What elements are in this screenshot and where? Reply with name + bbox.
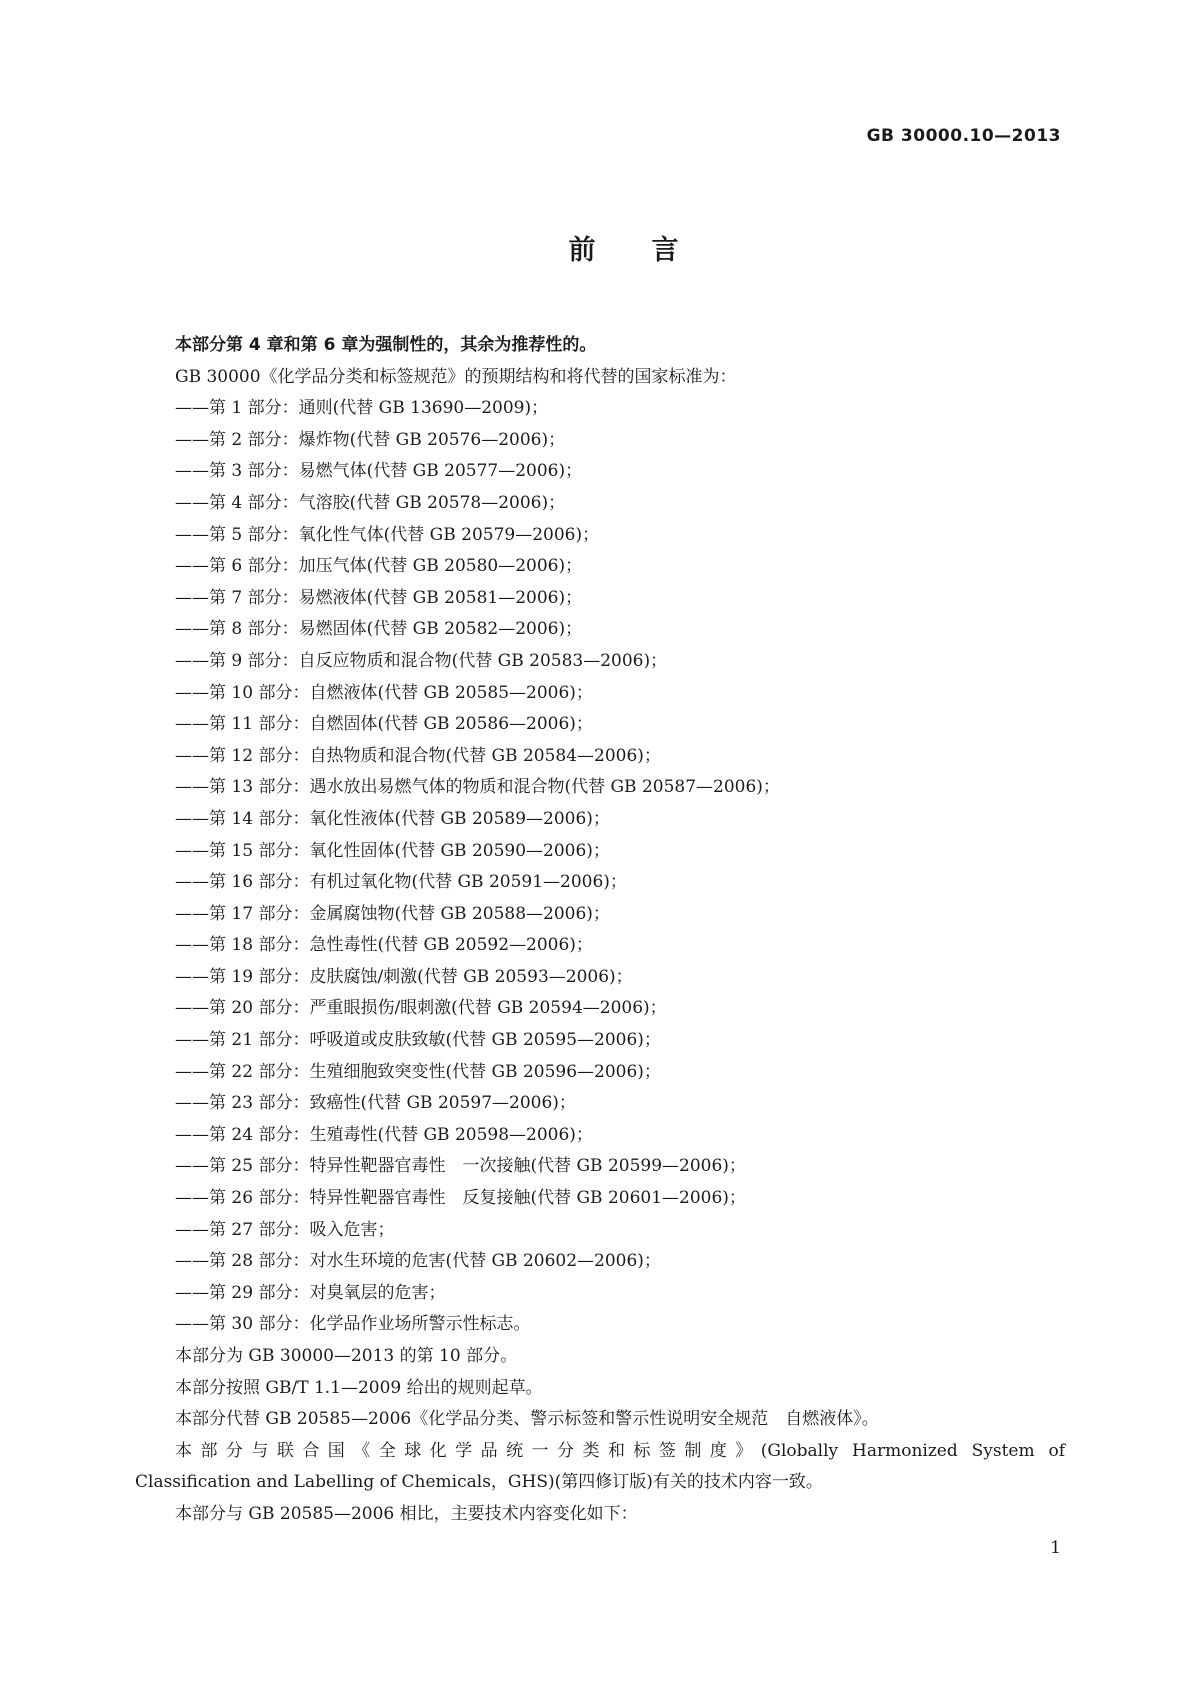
list-item: ——第 18 部分：急性毒性(代替 GB 20592—2006)； <box>175 935 593 956</box>
list-item: ——第 16 部分：有机过氧化物(代替 GB 20591—2006)； <box>175 872 627 893</box>
paragraph-drafting-rules: 本部分按照 GB/T 1.1—2009 给出的规则起草。 <box>175 1377 543 1398</box>
list-item: ——第 26 部分：特异性靶器官毒性 反复接触(代替 GB 20601—2006)； <box>175 1188 746 1209</box>
list-item: ——第 27 部分：吸入危害； <box>175 1219 395 1240</box>
list-item: ——第 20 部分：严重眼损伤/眼刺激(代替 GB 20594—2006)； <box>175 998 667 1019</box>
list-item: ——第 6 部分：加压气体(代替 GB 20580—2006)； <box>175 556 583 577</box>
list-item: ——第 1 部分：通则(代替 GB 13690—2009)； <box>175 398 549 419</box>
page-title: 前言 <box>568 235 735 266</box>
list-item: ——第 28 部分：对水生环境的危害(代替 GB 20602—2006)； <box>175 1251 661 1272</box>
list-item: ——第 7 部分：易燃液体(代替 GB 20581—2006)； <box>175 587 583 608</box>
paragraph-replaces: 本部分代替 GB 20585—2006《化学品分类、警示标签和警示性说明安全规范 自燃液体》。 <box>175 1409 879 1430</box>
document-body <box>135 330 1065 1531</box>
list-item: ——第 19 部分：皮肤腐蚀/刺激(代替 GB 20593—2006)； <box>175 966 633 987</box>
list-item: ——第 13 部分：遇水放出易燃气体的物质和混合物(代替 GB 20587—2006)； <box>175 777 780 798</box>
list-item: ——第 2 部分：爆炸物(代替 GB 20576—2006)； <box>175 429 566 450</box>
list-item: ——第 9 部分：自反应物质和混合物(代替 GB 20583—2006)； <box>175 650 668 671</box>
list-item: ——第 29 部分：对臭氧层的危害； <box>175 1282 446 1303</box>
list-item: ——第 17 部分：金属腐蚀物(代替 GB 20588—2006)； <box>175 903 610 924</box>
intro-bold-paragraph: 本部分第 4 章和第 6 章为强制性的，其余为推荐性的。 <box>175 335 597 355</box>
list-item: ——第 30 部分：化学品作业场所警示性标志。 <box>175 1314 531 1335</box>
paragraph-ghs-line-1: 本部分与联合国《全球化学品统一分类和标签制度》(Globally Harmonized System of <box>175 1440 1065 1461</box>
paragraph-ghs-line-2: Classification and Labelling of Chemicals，GHS)(第四修订版)有关的技术内容一致。 <box>135 1472 823 1493</box>
standard-code: GB 30000.10—2013 <box>866 126 1061 146</box>
list-item: ——第 24 部分：生殖毒性(代替 GB 20598—2006)； <box>175 1124 593 1145</box>
list-item: ——第 25 部分：特异性靶器官毒性 一次接触(代替 GB 20599—2006)； <box>175 1156 746 1177</box>
list-item: ——第 3 部分：易燃气体(代替 GB 20577—2006)； <box>175 461 583 482</box>
list-item: ——第 23 部分：致癌性(代替 GB 20597—2006)； <box>175 1093 576 1114</box>
list-item: ——第 22 部分：生殖细胞致突变性(代替 GB 20596—2006)； <box>175 1061 661 1082</box>
list-item: ——第 5 部分：氧化性气体(代替 GB 20579—2006)； <box>175 524 600 545</box>
list-item: ——第 21 部分：呼吸道或皮肤致敏(代替 GB 20595—2006)； <box>175 1030 661 1051</box>
paragraph-part-number: 本部分为 GB 30000—2013 的第 10 部分。 <box>175 1346 518 1366</box>
intro-paragraph: GB 30000《化学品分类和标签规范》的预期结构和将代替的国家标准为： <box>175 366 737 387</box>
list-item: ——第 12 部分：自热物质和混合物(代替 GB 20584—2006)； <box>175 745 661 766</box>
list-item: ——第 4 部分：气溶胶(代替 GB 20578—2006)； <box>175 492 566 513</box>
list-item: ——第 15 部分：氧化性固体(代替 GB 20590—2006)； <box>175 840 610 861</box>
list-item: ——第 8 部分：易燃固体(代替 GB 20582—2006)； <box>175 619 583 640</box>
paragraph-changes: 本部分与 GB 20585—2006 相比，主要技术内容变化如下： <box>175 1503 638 1524</box>
list-item: ——第 11 部分：自燃固体(代替 GB 20586—2006)； <box>175 714 593 735</box>
parts-list <box>135 393 1065 1341</box>
list-item: ——第 14 部分：氧化性液体(代替 GB 20589—2006)； <box>175 808 610 829</box>
page-number: 1 <box>1050 1538 1061 1558</box>
list-item: ——第 10 部分：自燃液体(代替 GB 20585—2006)； <box>175 682 593 703</box>
